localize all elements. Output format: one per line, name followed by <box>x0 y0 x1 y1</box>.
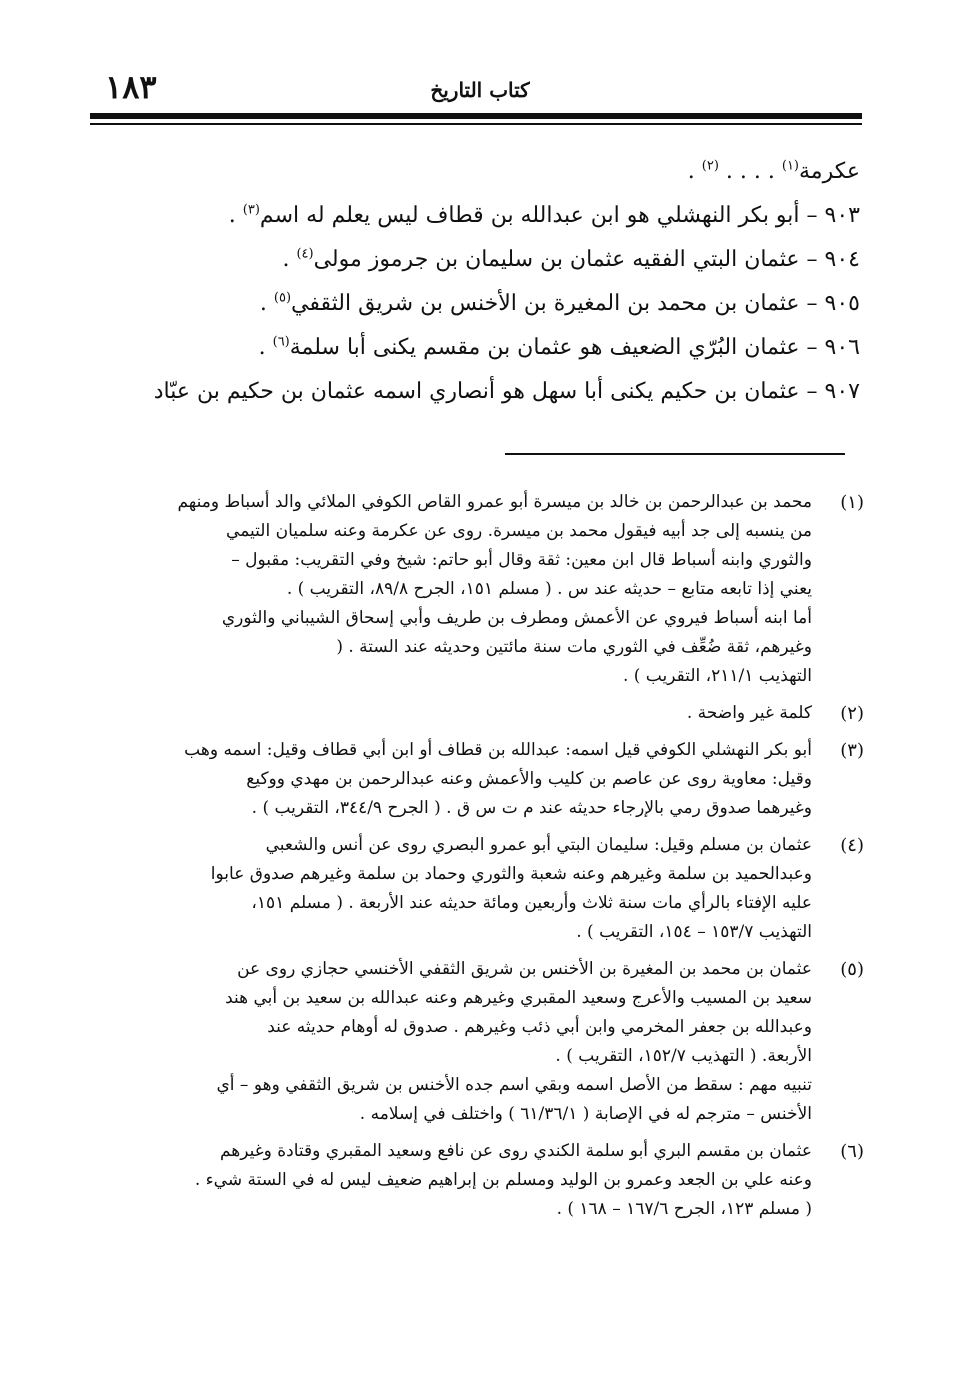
footnote-ref: (٦) <box>272 334 290 350</box>
footnote-line: وغيرهما صدوق رمي بالإرجاء حديثه عند م ت س ق . ( الجرح ٣٤٤/٩، التقريب ) . <box>251 798 812 818</box>
footnote-6 <box>88 1137 864 1224</box>
footnote-line: الأخنس – مترجم له في الإصابة ( ٦١/٣٦/١ ) واختلف في إسلامه . <box>359 1104 812 1124</box>
footnote-body <box>88 736 812 823</box>
footnote-line: وعنه علي بن الجعد وعمرو بن الوليد ومسلم بن إبراهيم ضعيف ليس له في الستة شيء . <box>194 1170 812 1190</box>
entry-end: . <box>687 159 702 184</box>
footnote-4 <box>88 831 864 947</box>
footnote-ref: (٢) <box>701 158 719 174</box>
footnote-line: وغيرهم، ثقة ضُعِّف في الثوري مات سنة مائتين وحديثه عند الستة . ( <box>336 637 812 657</box>
footnote-separator <box>505 453 845 455</box>
footnote-marker: (١) <box>840 492 864 513</box>
entry-ellipsis: . . . . <box>718 159 782 184</box>
footnote-line: التهذيب ١٥٣/٧ – ١٥٤، التقريب ) . <box>576 922 812 942</box>
footnote-marker: (٣) <box>840 740 864 761</box>
footnote-line: وعبدالحميد بن سلمة وغيرهم وعنه شعبة والثوري وحماد بن سلمة وغيرهم صدوق عابوا <box>210 864 812 884</box>
footnote-ref: (٣) <box>242 202 260 218</box>
footnote-line: عليه الإفتاء بالرأي مات سنة ثلاث وأربعين ومائة حديثه عند الأربعة . ( مسلم ١٥١، <box>251 893 812 913</box>
footnote-3 <box>88 736 864 823</box>
footnote-ref: (٥) <box>273 290 292 306</box>
entry-end: . <box>282 247 297 272</box>
entry-text: عثمان البُرّي الضعيف هو عثمان بن مقسم يكنى أبا سلمة <box>289 335 800 360</box>
footnote-marker: (٦) <box>840 1141 864 1162</box>
entry-line <box>90 326 860 370</box>
footnote-line: أبو بكر النهشلي الكوفي قيل اسمه: عبدالله بن قطاف أو ابن أبي قطاف وقيل: اسمه وهب <box>184 740 812 760</box>
entry-text: عثمان بن محمد بن المغيرة بن الأخنس بن شريق الثقفي <box>291 291 800 316</box>
entry-number: ٩٠٤ – <box>799 247 860 272</box>
footnote-line: عثمان بن محمد بن المغيرة بن الأخنس بن شريق الثقفي الأخنسي حجازي روى عن <box>237 959 812 979</box>
footnote-body <box>88 699 812 728</box>
footnote-5 <box>88 955 864 1129</box>
footnote-line: أما ابنه أسباط فيروي عن الأعمش ومطرف بن طريف وأبي إسحاق الشيباني والثوري <box>221 608 812 628</box>
footnotes <box>88 488 864 1232</box>
running-title: كتاب التاريخ <box>430 78 530 102</box>
footnote-line: من ينسبه إلى جد أبيه فيقول محمد بن ميسرة. روى عن عكرمة وعنه سلميان التيمي <box>226 521 812 541</box>
footnote-line: الأربعة. ( التهذيب ١٥٢/٧، التقريب ) . <box>555 1046 812 1066</box>
entry-line <box>90 370 860 414</box>
footnote-line: التهذيب ٢١١/١، التقريب ) . <box>622 666 812 686</box>
footnote-line: محمد بن عبدالرحمن بن خالد بن ميسرة أبو عمرو القاص الكوفي الملائي والد أسباط ومنهم <box>177 492 812 512</box>
footnote-ref: (٤) <box>296 246 314 262</box>
footnote-line: عثمان بن مسلم وقيل: سليمان البتي أبو عمرو البصري روى عن أنس والشعبي <box>265 835 812 855</box>
entry-number: ٩٠٣ – <box>799 203 860 228</box>
footnote-line: وعبدالله بن جعفر المخرمي وابن أبي ذئب وغيرهم . صدوق له أوهام حديثه عند <box>267 1017 812 1037</box>
entry-text: عثمان البتي الفقيه عثمان بن سليمان بن جرموز مولى <box>313 247 800 272</box>
footnote-line: كلمة غير واضحة . <box>686 703 812 723</box>
header-rule-thick <box>90 113 862 119</box>
entry-number: ٩٠٥ – <box>799 291 860 316</box>
entry-end: . <box>258 335 273 360</box>
entry-text: عكرمة <box>799 159 860 184</box>
footnote-line: والثوري وابنه أسباط قال ابن معين: ثقة وقال أبو حاتم: شيخ وفي التقريب: مقبول – <box>231 550 812 570</box>
page-number: ١٨٣ <box>105 68 157 106</box>
footnote-body <box>88 955 812 1129</box>
entry-text: أبو بكر النهشلي هو ابن عبدالله بن قطاف ليس يعلم له اسم <box>259 203 800 228</box>
footnote-body <box>88 1137 812 1224</box>
footnote-line: عثمان بن مقسم البري أبو سلمة الكندي روى عن نافع وسعيد المقبري وقتادة وغيرهم <box>219 1141 812 1161</box>
entry-number: ٩٠٦ – <box>799 335 860 360</box>
footnote-1 <box>88 488 864 691</box>
header-rule-thin <box>90 123 862 125</box>
entry-line <box>90 150 860 194</box>
footnote-line: يعني إذا تابعه متابع – حديثه عند س . ( مسلم ١٥١، الجرح ٨٩/٨، التقريب ) . <box>286 579 812 599</box>
footnote-body <box>88 488 812 691</box>
footnote-marker: (٥) <box>840 959 864 980</box>
entry-end: . <box>228 203 243 228</box>
entry-number: ٩٠٧ – <box>799 379 860 404</box>
entries-list <box>90 150 860 414</box>
footnote-line: وقيل: معاوية روى عن عاصم بن كليب والأعمش وعنه عبدالرحمن بن مهدي ووكيع <box>246 769 812 789</box>
footnote-line: سعيد بن المسيب والأعرج وسعيد المقبري وغيرهم وعنه عبدالله بن سعيد بن أبي هند <box>225 988 812 1008</box>
entry-end: . <box>259 291 274 316</box>
entry-text: عثمان بن حكيم يكنى أبا سهل هو أنصاري اسمه عثمان بن حكيم بن عبّاد <box>153 379 800 404</box>
footnote-marker: (٢) <box>840 703 864 724</box>
footnote-ref: (١) <box>781 158 799 174</box>
entry-line <box>90 282 860 326</box>
footnote-marker: (٤) <box>840 835 864 856</box>
footnote-2 <box>88 699 864 728</box>
footnote-body <box>88 831 812 947</box>
footnote-line: ( مسلم ١٢٣، الجرح ١٦٧/٦ – ١٦٨ ) . <box>556 1199 812 1219</box>
entry-line <box>90 194 860 238</box>
footnote-line: تنبيه مهم : سقط من الأصل اسمه وبقي اسم جده الأخنس بن شريق الثقفي وهو – أي <box>216 1075 812 1095</box>
entry-line <box>90 238 860 282</box>
